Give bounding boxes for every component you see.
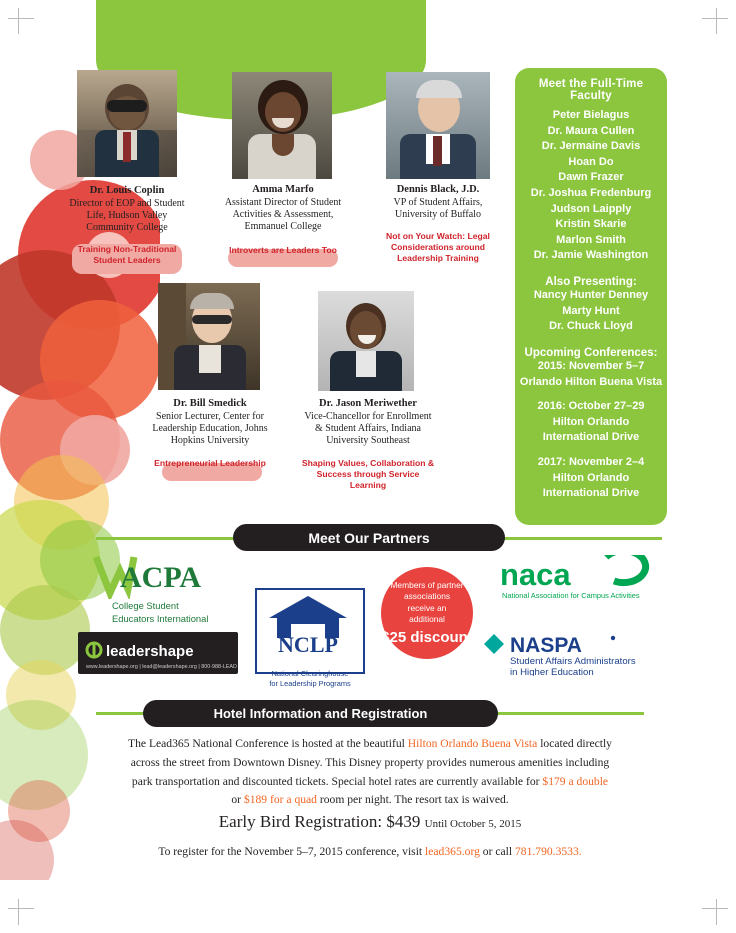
register-text-b: or call bbox=[479, 845, 515, 858]
faculty-member: Peter Bielagus bbox=[552, 109, 630, 121]
faculty-member: Hoan Do bbox=[568, 155, 614, 168]
conference-line: Orlando Hilton Buena Vista bbox=[519, 375, 663, 388]
faculty-member: Judson Laipply bbox=[550, 202, 632, 215]
conference-line: International Drive bbox=[542, 487, 640, 500]
faculty-name: Dr. Bill Smedick bbox=[173, 398, 247, 409]
hotel-line-2: across the street from Downtown Disney. This Disney property provides numerous amenities including bbox=[130, 755, 610, 769]
faculty-photo-1 bbox=[232, 72, 332, 179]
hotel-text-b: located directly bbox=[537, 737, 612, 750]
faculty-topic: Introverts are Leaders Too bbox=[229, 245, 337, 256]
leadershape-logo-mark bbox=[78, 632, 238, 674]
faculty-name: Dennis Black, J.D. bbox=[396, 184, 480, 195]
logo-naca bbox=[498, 555, 668, 605]
conference-line bbox=[515, 446, 667, 455]
faculty-role: Senior Lecturer, Center for Leadership Education, Johns Hopkins University bbox=[152, 410, 268, 447]
also-presenting-heading: Also Presenting: bbox=[545, 276, 637, 289]
also-presenter: Marty Hunt bbox=[562, 304, 620, 317]
crop-mark bbox=[716, 899, 717, 925]
hotel-text-e: room per night. The resort tax is waived. bbox=[316, 793, 509, 807]
faculty-topic: Shaping Values, Collaboration & Success through Service Learning bbox=[301, 458, 435, 490]
svg-text:Student Affairs Administrators: Student Affairs Administrators bbox=[510, 656, 636, 667]
faculty-member: Dr. Jamie Washington bbox=[533, 249, 649, 262]
ribbon-rule-right bbox=[492, 537, 662, 540]
hotel-line-4 bbox=[100, 791, 640, 810]
register-text-a: To register for the November 5–7, 2015 conference, visit bbox=[158, 845, 426, 858]
faculty-role: Vice-Chancellor for Enrollment & Student Affairs, Indiana University Southeast bbox=[304, 410, 432, 447]
faculty-caption-3 bbox=[148, 398, 272, 469]
early-bird-label: Early Bird Registration: $439 bbox=[218, 812, 421, 831]
naca-logo-mark bbox=[498, 555, 666, 603]
hotel-name: Hilton Orlando Buena Vista bbox=[407, 737, 538, 750]
also-presenter: Dr. Chuck Lloyd bbox=[549, 320, 633, 333]
crop-mark bbox=[8, 908, 34, 909]
early-bird-note: Until October 5, 2015 bbox=[424, 818, 522, 830]
hotel-body-copy bbox=[100, 735, 640, 810]
upcoming-conferences-heading: Upcoming Conferences: bbox=[524, 346, 658, 359]
svg-text:NASPA: NASPA bbox=[510, 634, 582, 657]
naspa-logo-mark bbox=[482, 630, 668, 676]
acpa-line2: College Student bbox=[112, 600, 179, 611]
faculty-caption-1 bbox=[222, 184, 344, 256]
acpa-logo-mark bbox=[90, 553, 240, 599]
faculty-photo-2 bbox=[386, 72, 490, 179]
hotel-line-3 bbox=[100, 773, 640, 792]
nclp-line2: National Clearinghouse bbox=[271, 669, 349, 678]
hotel-rule-right bbox=[492, 712, 644, 715]
faculty-caption-0 bbox=[62, 185, 192, 266]
crop-mark bbox=[716, 8, 717, 34]
faculty-photo-4 bbox=[318, 291, 414, 391]
faculty-caption-4 bbox=[300, 398, 436, 491]
partners-ribbon-label: Meet Our Partners bbox=[308, 529, 430, 546]
registration-line bbox=[100, 845, 640, 858]
discount-badge bbox=[381, 567, 473, 659]
faculty-role: VP of Student Affairs, University of Buffalo bbox=[393, 196, 483, 220]
hotel-heading: Hotel Information and Registration bbox=[213, 706, 428, 721]
faculty-member: Dr. Joshua Fredenburg bbox=[530, 187, 652, 200]
faculty-name: Dr. Jason Meriwether bbox=[319, 398, 417, 409]
faculty-photo-0 bbox=[77, 70, 177, 177]
logo-nclp bbox=[255, 588, 365, 688]
faculty-panel bbox=[515, 68, 667, 525]
nclp-logo-mark bbox=[257, 590, 359, 668]
faculty-topic: Entrepreneurial Leadership bbox=[154, 458, 266, 469]
hotel-text-a: The Lead365 National Conference is hosted at the beautiful bbox=[128, 737, 408, 750]
crop-mark bbox=[18, 899, 19, 925]
hotel-rule-left bbox=[96, 712, 150, 715]
faculty-role: Director of EOP and Student Life, Hudson Valley Community College bbox=[69, 197, 185, 234]
acpa-line3: Educators International bbox=[112, 612, 209, 624]
conference-line: International Drive bbox=[542, 431, 640, 444]
crop-mark bbox=[702, 908, 728, 909]
conference-line: 2015: November 5–7 bbox=[537, 359, 645, 372]
discount-badge-amount: $25 discount bbox=[381, 629, 473, 647]
svg-text:naca: naca bbox=[500, 557, 571, 592]
logo-leadershape bbox=[78, 632, 238, 674]
conference-line: Hilton Orlando bbox=[552, 415, 630, 428]
faculty-panel-heading: Meet the Full-Time Faculty bbox=[538, 78, 644, 102]
discount-badge-text: Members of partner associations receive an additional bbox=[390, 579, 464, 624]
nclp-line3: for Leadership Programs bbox=[269, 678, 351, 688]
early-bird-registration bbox=[100, 812, 640, 832]
svg-text:in Higher Education: in Higher Education bbox=[510, 667, 594, 676]
hotel-text-d: or bbox=[231, 793, 244, 807]
faculty-topic: Not on Your Watch: Legal Considerations around Leadership Training bbox=[386, 231, 490, 263]
conference-line: 2016: October 27–29 bbox=[537, 400, 645, 413]
logo-naspa bbox=[482, 630, 672, 678]
faculty-topic: Training Non-Traditional Student Leaders bbox=[77, 244, 177, 266]
faculty-member: Dr. Maura Cullen bbox=[547, 124, 635, 137]
faculty-member: Marlon Smith bbox=[556, 233, 626, 246]
also-presenter: Nancy Hunter Denney bbox=[533, 289, 649, 302]
faculty-member: Dr. Jermaine Davis bbox=[541, 140, 641, 153]
svg-text:leadershape: leadershape bbox=[106, 643, 194, 660]
conference-line bbox=[515, 390, 667, 399]
svg-text:NCLP: NCLP bbox=[278, 632, 338, 657]
partners-ribbon bbox=[233, 524, 505, 551]
hotel-line-1 bbox=[100, 735, 640, 754]
svg-text:www.leadershape.org | lead@l: www.leadershape.org | lead@leadershape.org | 800-988-LEAD bbox=[86, 664, 237, 670]
rate-quad: $189 for a quad bbox=[243, 793, 317, 807]
ribbon-rule-left bbox=[96, 537, 256, 540]
crop-mark bbox=[702, 18, 728, 19]
faculty-caption-2 bbox=[375, 184, 501, 263]
rate-double: $179 a double bbox=[542, 774, 609, 788]
register-phone[interactable]: 781.790.3533. bbox=[515, 845, 582, 858]
hotel-text-c: park transportation and discounted tickets. Special hotel rates are currently available for bbox=[131, 774, 543, 788]
svg-text:ACPA: ACPA bbox=[120, 561, 202, 594]
svg-text:National Association for Campu: National Association for Campus Activities bbox=[502, 591, 640, 600]
faculty-role: Assistant Director of Student Activities & Assessment, Emmanuel College bbox=[224, 196, 342, 233]
faculty-member: Dawn Frazer bbox=[558, 171, 624, 184]
faculty-name: Amma Marfo bbox=[252, 184, 314, 195]
conference-line: Hilton Orlando bbox=[552, 471, 630, 484]
register-website-link[interactable]: lead365.org bbox=[425, 845, 480, 858]
faculty-photo-3 bbox=[158, 283, 260, 390]
faculty-name: Dr. Louis Coplin bbox=[89, 185, 165, 196]
logo-acpa bbox=[90, 553, 240, 624]
conference-line: 2017: November 2–4 bbox=[537, 455, 645, 468]
hotel-heading-bar bbox=[143, 700, 498, 727]
faculty-member: Kristin Skarie bbox=[555, 218, 627, 231]
